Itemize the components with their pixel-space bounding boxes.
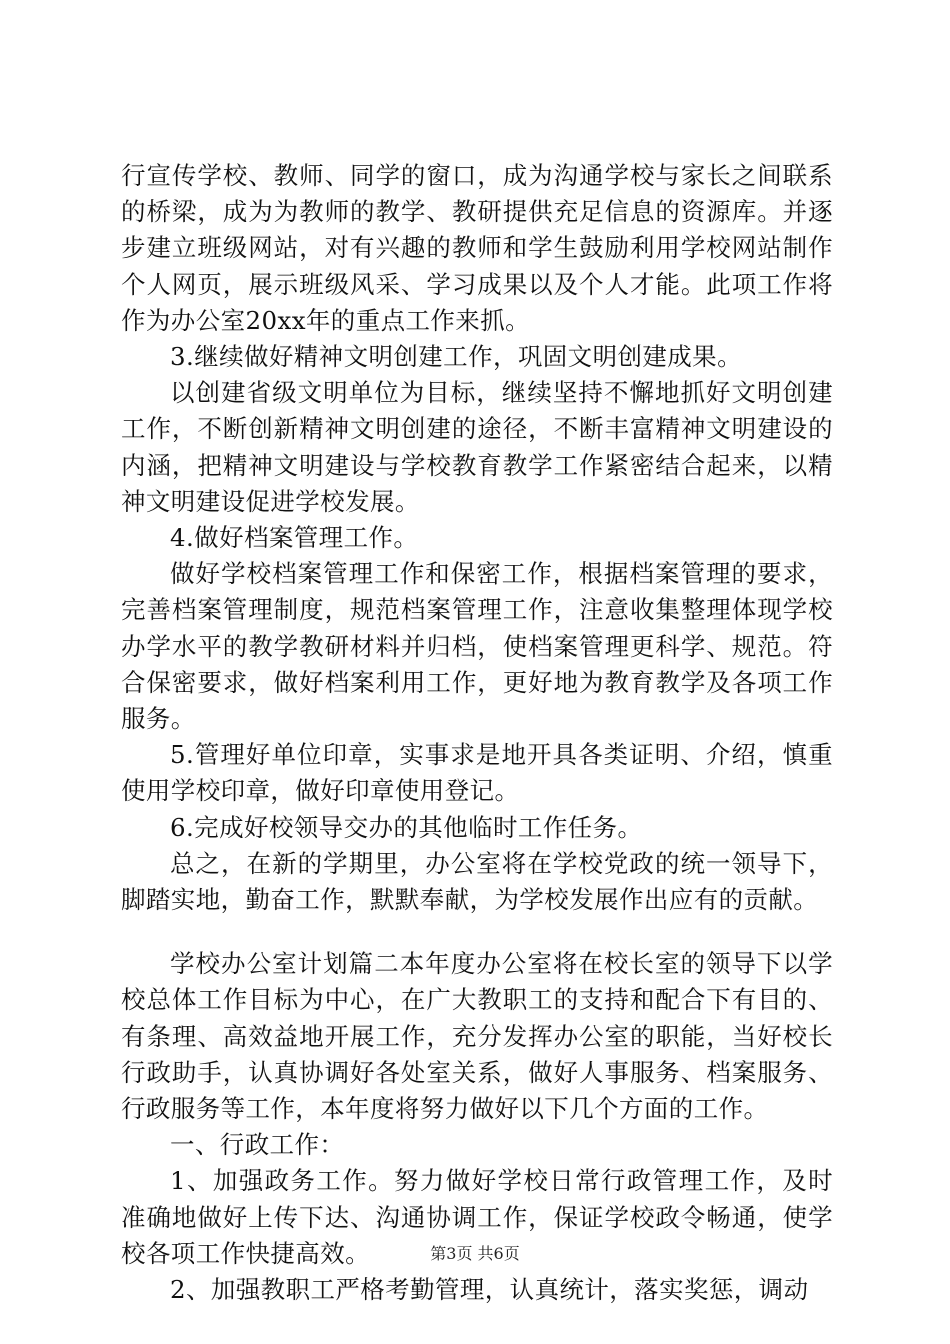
paragraph-admin-item-1: 1、加强政务工作。努力做好学校日常行政管理工作，及时准确地做好上传下达、沟通协调工作，保证学校政令畅通，使学校各项工作快捷高效。 <box>121 1166 833 1268</box>
paragraph-item-3-heading: 3.继续做好精神文明创建工作，巩固文明创建成果。 <box>170 342 742 372</box>
paragraph-plan-two-intro: 学校办公室计划篇二本年度办公室将在校长室的领导下以学校总体工作目标为中心，在广大教职工的支持和配合下有目的、有条理、高效益地开展工作，充分发挥办公室的职能，当好校长行政助手，认真协调好各处室关系，做好人事服务、档案服务、行政服务等工作，本年度将努力做好以下几个方面的工作。 <box>121 949 833 1124</box>
paragraph-admin-item-2: 2、加强教职工严格考勤管理，认真统计，落实奖惩，调动 <box>170 1275 809 1305</box>
page-number-footer: 第3页 共6页 <box>430 1244 520 1263</box>
paragraph-continuation: 行宣传学校、教师、同学的窗口，成为沟通学校与家长之间联系的桥梁，成为为教师的教学、教研提供充足信息的资源库。并逐步建立班级网站，对有兴趣的教师和学生鼓励利用学校网站制作个人网页，展示班级风采、学习成果以及个人才能。此项工作将作为办公室20xx年的重点工作来抓。 <box>121 161 833 335</box>
paragraph-section-heading: 一、行政工作： <box>170 1130 345 1160</box>
paragraph-item-5: 5.管理好单位印章，实事求是地开具各类证明、介绍，慎重使用学校印章，做好印章使用登记。 <box>121 740 833 806</box>
section-spacer <box>121 918 833 946</box>
paragraph-item-4-heading: 4.做好档案管理工作。 <box>170 523 419 553</box>
paragraph-item-6: 6.完成好校领导交办的其他临时工作任务。 <box>170 812 643 842</box>
document-body <box>121 158 833 1308</box>
paragraph-summary: 总之，在新的学期里，办公室将在学校党政的统一领导下，脚踏实地，勤奋工作，默默奉献，为学校发展作出应有的贡献。 <box>121 848 833 915</box>
paragraph-item-4-body: 做好学校档案管理工作和保密工作，根据档案管理的要求，完善档案管理制度，规范档案管理工作，注意收集整理体现学校办学水平的教学教研材料并归档，使档案管理更科学、规范。符合保密要求，做好档案利用工作，更好地为教育教学及各项工作服务。 <box>121 559 833 734</box>
paragraph-item-3-body: 以创建省级文明单位为目标，继续坚持不懈地抓好文明创建工作，不断创新精神文明创建的途径，不断丰富精神文明建设的内涵，把精神文明建设与学校教育教学工作紧密结合起来，以精神文明建设促进学校发展。 <box>121 378 833 516</box>
